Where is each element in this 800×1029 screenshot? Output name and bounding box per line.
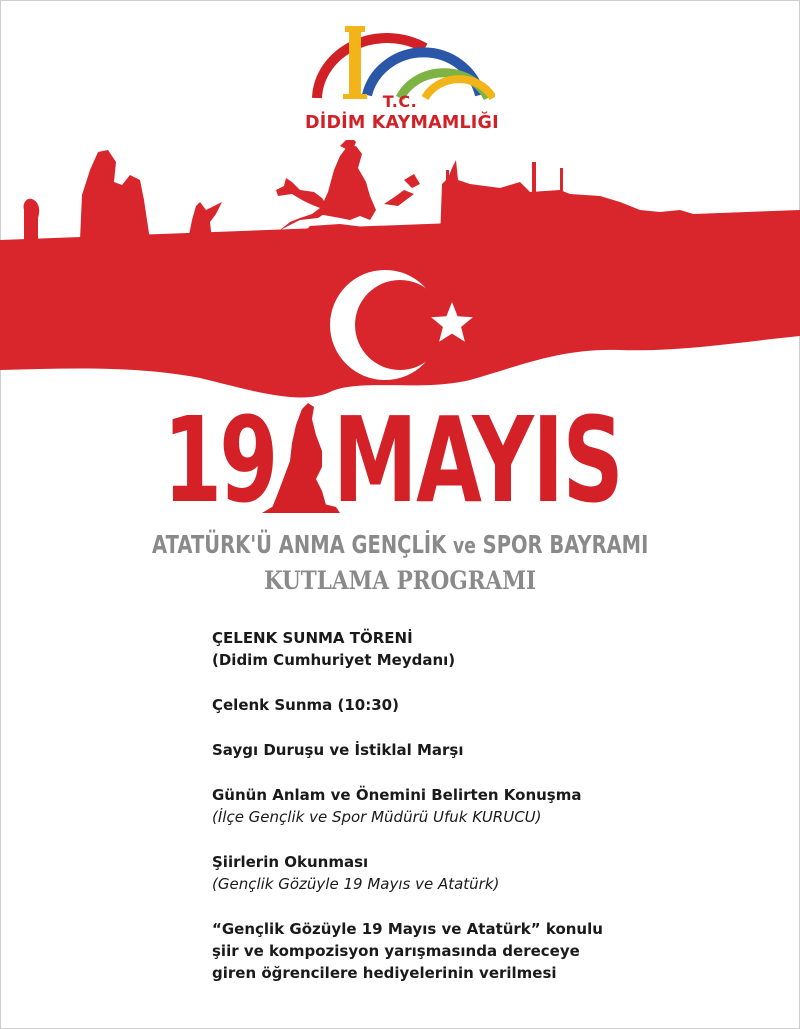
subtitle-part2: ve [452, 534, 476, 559]
headline [0, 391, 800, 529]
subtitle [0, 530, 800, 559]
program-title [0, 566, 800, 595]
program-list [212, 627, 652, 984]
flag-skyline-banner [0, 140, 800, 420]
program-item-note: (Gençlik Gözüyle 19 Mayıs ve Atatürk) [212, 875, 500, 893]
program-title-text: KUTLAMA PROGRAMI [264, 566, 536, 595]
subtitle-part3: SPOR BAYRAMI [475, 530, 649, 559]
program-item-note: (İlçe Gençlik ve Spor Müdürü Ufuk KURUCU) [212, 808, 542, 826]
program-item-title: Şiirlerin Okunması [212, 853, 369, 871]
list-item [212, 694, 652, 716]
list-item [212, 918, 652, 984]
program-item-title: Günün Anlam ve Önemini Belirten Konuşma [212, 786, 582, 804]
logo-tc-label: T.C. [382, 92, 418, 111]
program-item-line: giren öğrencilere hediyelerinin verilmesi [212, 964, 557, 982]
arch-logo-icon [305, 20, 495, 100]
program-item-line: şiir ve kompozisyon yarışmasında dereceye [212, 942, 580, 960]
program-item-title: ÇELENK SUNMA TÖRENİ [212, 629, 413, 647]
program-item-title: Saygı Duruşu ve İstiklal Marşı [212, 741, 464, 759]
headline-month: MAYIS [333, 391, 623, 529]
program-item-location: (Didim Cumhuriyet Meydanı) [212, 651, 456, 669]
subtitle-part1: ATATÜRK'Ü ANMA GENÇLİK [151, 530, 453, 559]
list-item [212, 627, 652, 671]
list-item [212, 851, 652, 895]
headline-day: 19 [163, 391, 276, 529]
program-item-title: “Gençlik Gözüyle 19 Mayıs ve Atatürk” konulu [212, 920, 603, 938]
list-item [212, 739, 652, 761]
program-item-title: Çelenk Sunma (10:30) [212, 696, 399, 714]
district-logo [305, 20, 499, 140]
logo-district-name: DİDİM KAYMAMLIĞI [305, 113, 499, 133]
list-item [212, 784, 652, 828]
